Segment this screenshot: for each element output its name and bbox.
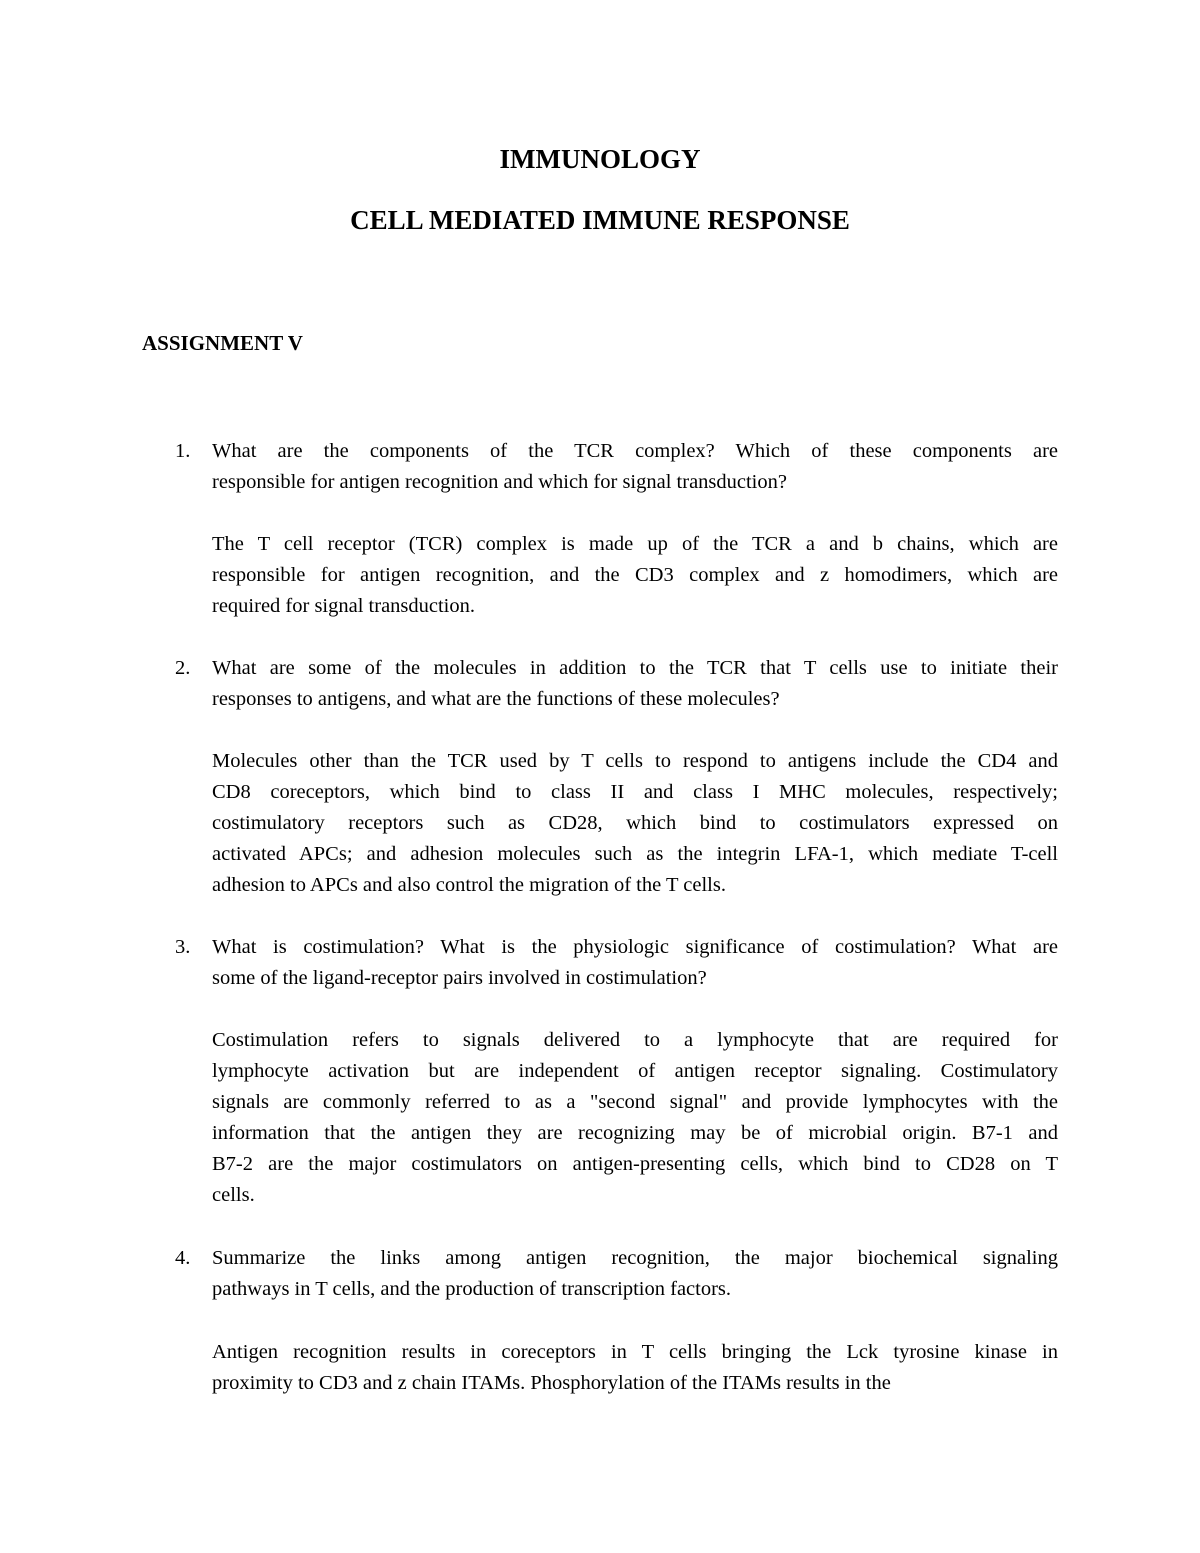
question-text [212,653,1058,715]
question-line: Summarize the links among antigen recognition, the major biochemical signaling [212,1247,1058,1269]
answer-line: costimulatory receptors such as CD28, which bind to costimulators expressed on [212,812,1058,834]
question-line: responsible for antigen recognition and which for signal transduction? [212,471,787,493]
question-text [212,932,1058,994]
question-line: pathways in T cells, and the production of transcription factors. [212,1278,732,1300]
answer-line: required for signal transduction. [212,595,476,617]
answer-text [212,529,1058,622]
answer-line: lymphocyte activation but are independent of antigen receptor signaling. Costimulatory [212,1060,1058,1082]
answer-line: cells. [212,1184,255,1206]
answer-line: Antigen recognition results in coreceptors in T cells bringing the Lck tyrosine kinase in [212,1341,1058,1363]
question-line: some of the ligand-receptor pairs involved in costimulation? [212,967,707,989]
answer-line: information that the antigen they are recognizing may be of microbial origin. B7-1 and [212,1122,1058,1144]
assignment-heading: ASSIGNMENT V [142,331,303,355]
question-text [212,1243,1058,1305]
question-line: What are some of the molecules in addition to the TCR that T cells use to initiate their [212,657,1058,679]
question-line: What are the components of the TCR complex? Which of these components are [212,440,1058,462]
answer-line: CD8 coreceptors, which bind to class II and class I MHC molecules, respectively; [212,781,1058,803]
answer-line: adhesion to APCs and also control the migration of the T cells. [212,874,726,896]
document-title: IMMUNOLOGY [499,144,701,174]
answer-line: B7-2 are the major costimulators on antigen-presenting cells, which bind to CD28 on T [212,1153,1058,1175]
question-text [212,436,1058,498]
question-number: 3. [175,936,191,958]
answer-line: The T cell receptor (TCR) complex is made up of the TCR a and b chains, which are [212,533,1058,555]
answer-text [212,746,1058,901]
answer-text [212,1025,1058,1211]
question-number: 1. [175,440,191,462]
question-number: 4. [175,1247,191,1269]
answer-line: responsible for antigen recognition, and the CD3 complex and z homodimers, which are [212,564,1058,586]
answer-line: proximity to CD3 and z chain ITAMs. Phosphorylation of the ITAMs results in the [212,1372,891,1394]
document-subtitle: CELL MEDIATED IMMUNE RESPONSE [350,205,850,235]
answer-line: Molecules other than the TCR used by T cells to respond to antigens include the CD4 and [212,750,1058,772]
answer-line: Costimulation refers to signals delivered to a lymphocyte that are required for [212,1029,1058,1051]
answer-text [212,1337,1058,1399]
answer-line: signals are commonly referred to as a "second signal" and provide lymphocytes with the [212,1091,1058,1113]
question-line: What is costimulation? What is the physiologic significance of costimulation? What are [212,936,1058,958]
answer-line: activated APCs; and adhesion molecules such as the integrin LFA-1, which mediate T-cell [212,843,1058,865]
question-line: responses to antigens, and what are the functions of these molecules? [212,688,780,710]
question-number: 2. [175,657,191,679]
